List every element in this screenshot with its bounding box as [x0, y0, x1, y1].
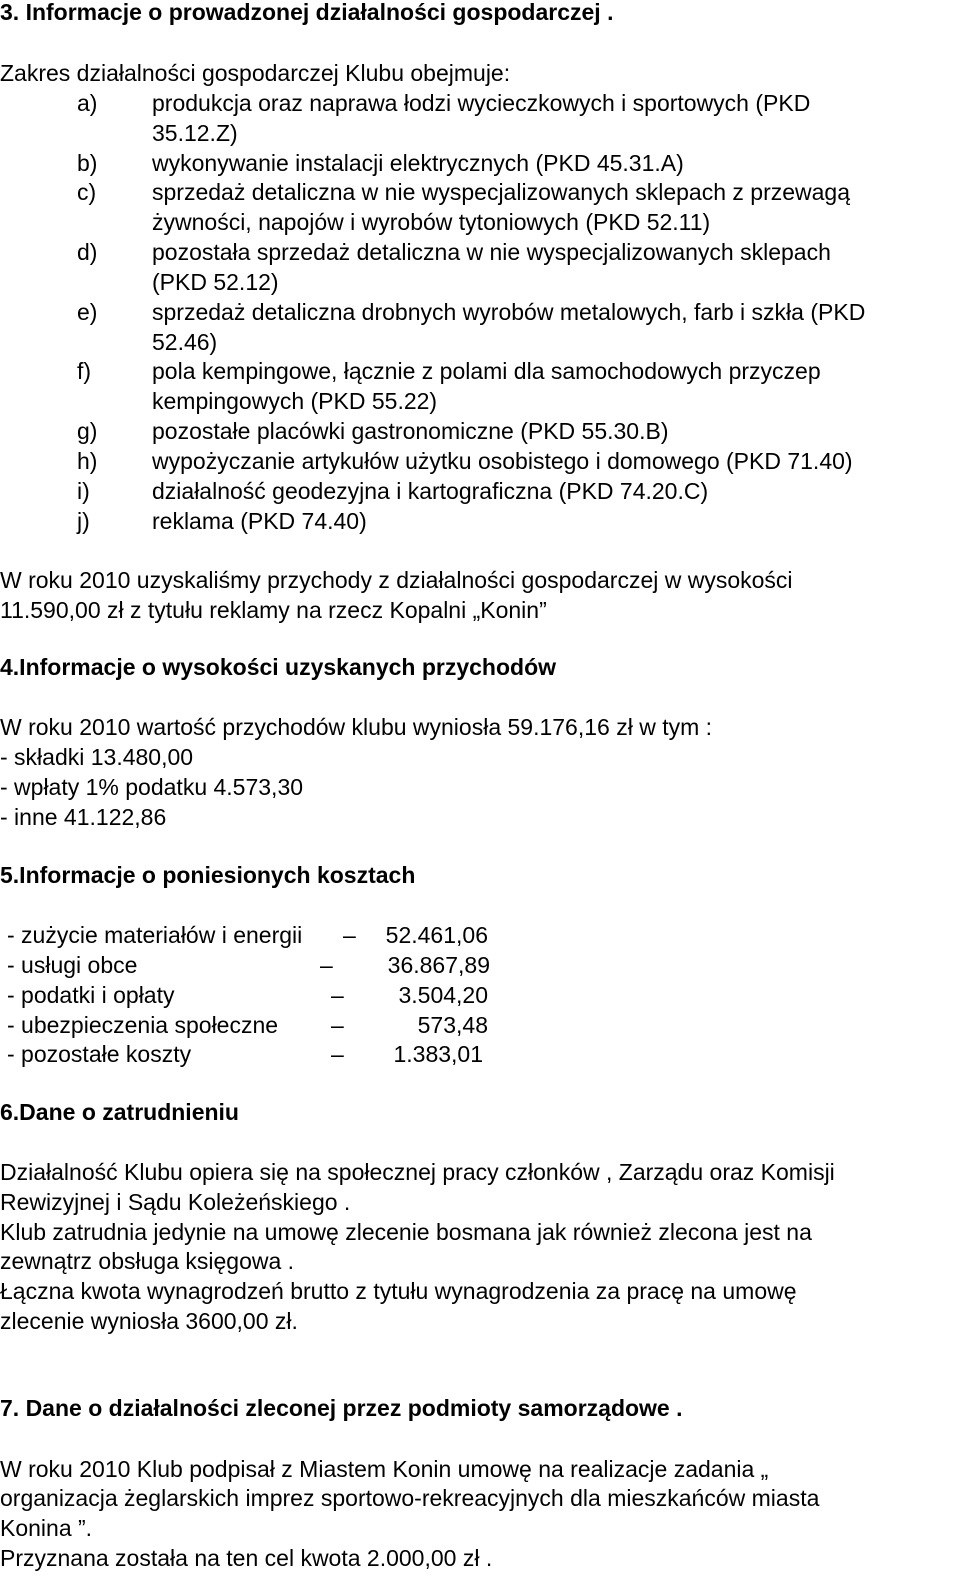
dash-separator: –	[331, 1041, 344, 1067]
list-item-text: pozostała sprzedaż detaliczna w nie wyspecjalizowanych sklepach	[152, 239, 831, 265]
employment-line: zlecenie wyniosła 3600,00 zł.	[0, 1308, 298, 1334]
list-item-text: kempingowych (PKD 55.22)	[152, 388, 438, 414]
employment-line: Rewizyjnej i Sądu Koleżeńskiego .	[0, 1189, 351, 1215]
dash-separator: –	[331, 982, 344, 1008]
cost-amount: 36.867,89	[387, 952, 490, 978]
list-item-text: pozostałe placówki gastronomiczne (PKD 55.30.B)	[152, 418, 669, 444]
list-item-text: reklama (PKD 74.40)	[152, 508, 367, 534]
revenue-line: - składki 13.480,00	[0, 744, 194, 770]
employment-line: Łączna kwota wynagrodzeń brutto z tytułu wynagrodzenia za pracę na umowę	[0, 1278, 797, 1304]
income-paragraph-line: 11.590,00 zł z tytułu reklamy na rzecz Kopalni „Konin”	[0, 597, 547, 623]
list-item-text: 35.12.Z)	[152, 120, 238, 146]
list-item-text: (PKD 52.12)	[152, 269, 279, 295]
employment-line: zewnątrz obsługa księgowa .	[0, 1248, 295, 1274]
dash-separator: –	[331, 1012, 344, 1038]
cost-label: - podatki i opłaty	[7, 982, 175, 1008]
list-item-label: j)	[77, 508, 90, 534]
section-3-heading: 3. Informacje o prowadzonej działalności gospodarczej .	[0, 0, 614, 25]
list-item-text: działalność geodezyjna i kartograficzna (PKD 74.20.C)	[152, 478, 709, 504]
commissioned-line: Przyznana została na ten cel kwota 2.000,00 zł .	[0, 1545, 493, 1571]
cost-amount: 1.383,01	[393, 1041, 483, 1067]
cost-amount: 573,48	[417, 1012, 488, 1038]
employment-line: Działalność Klubu opiera się na społecznej pracy członków , Zarządu oraz Komisji	[0, 1159, 835, 1185]
dash-separator: –	[343, 922, 356, 948]
list-item-text: żywności, napojów i wyrobów tytoniowych (PKD 52.11)	[152, 209, 711, 235]
section-6-heading: 6.Dane o zatrudnieniu	[0, 1099, 239, 1125]
list-item-text: wypożyczanie artykułów użytku osobistego i domowego (PKD 71.40)	[152, 448, 853, 474]
list-item-label: i)	[77, 478, 90, 504]
list-item-label: b)	[77, 150, 98, 176]
list-item-label: a)	[77, 90, 98, 116]
section-5-heading: 5.Informacje o poniesionych kosztach	[0, 862, 416, 888]
revenue-line: - inne 41.122,86	[0, 804, 167, 830]
cost-label: - ubezpieczenia społeczne	[7, 1012, 279, 1038]
list-item-label: e)	[77, 299, 98, 325]
cost-label: - zużycie materiałów i energii	[7, 922, 303, 948]
commissioned-line: W roku 2010 Klub podpisał z Miastem Konin umowę na realizacje zadania „	[0, 1456, 769, 1482]
list-item-label: f)	[77, 358, 92, 384]
list-item-text: 52.46)	[152, 329, 218, 355]
list-item-label: h)	[77, 448, 98, 474]
income-paragraph-line: W roku 2010 uzyskaliśmy przychody z działalności gospodarczej w wysokości	[0, 567, 793, 593]
list-item-text: pola kempingowe, łącznie z polami dla samochodowych przyczep	[152, 358, 821, 384]
revenue-line: - wpłaty 1% podatku 4.573,30	[0, 774, 304, 800]
list-item-label: g)	[77, 418, 98, 444]
list-item-label: d)	[77, 239, 98, 265]
list-item-text: sprzedaż detaliczna w nie wyspecjalizowanych sklepach z przewagą	[152, 179, 851, 205]
employment-line: Klub zatrudnia jedynie na umowę zlecenie bosmana jak również zlecona jest na	[0, 1219, 812, 1245]
section-4-heading: 4.Informacje o wysokości uzyskanych przychodów	[0, 654, 557, 680]
cost-label: - usługi obce	[7, 952, 138, 978]
section-7-heading: 7. Dane o działalności zleconej przez podmioty samorządowe .	[0, 1395, 683, 1421]
revenue-line: W roku 2010 wartość przychodów klubu wyniosła 59.176,16 zł w tym :	[0, 714, 713, 740]
list-item-text: produkcja oraz naprawa łodzi wycieczkowych i sportowych (PKD	[152, 90, 811, 116]
list-item-label: c)	[77, 179, 97, 205]
dash-separator: –	[320, 952, 333, 978]
cost-amount: 52.461,06	[385, 922, 488, 948]
commissioned-line: organizacja żeglarskich imprez sportowo-rekreacyjnych dla mieszkańców miasta	[0, 1485, 820, 1511]
cost-label: - pozostałe koszty	[7, 1041, 192, 1067]
section-3-intro: Zakres działalności gospodarczej Klubu obejmuje:	[0, 60, 511, 86]
cost-amount: 3.504,20	[398, 982, 488, 1008]
list-item-text: wykonywanie instalacji elektrycznych (PKD 45.31.A)	[152, 150, 684, 176]
list-item-text: sprzedaż detaliczna drobnych wyrobów metalowych, farb i szkła (PKD	[152, 299, 866, 325]
commissioned-line: Konina ”.	[0, 1515, 93, 1541]
